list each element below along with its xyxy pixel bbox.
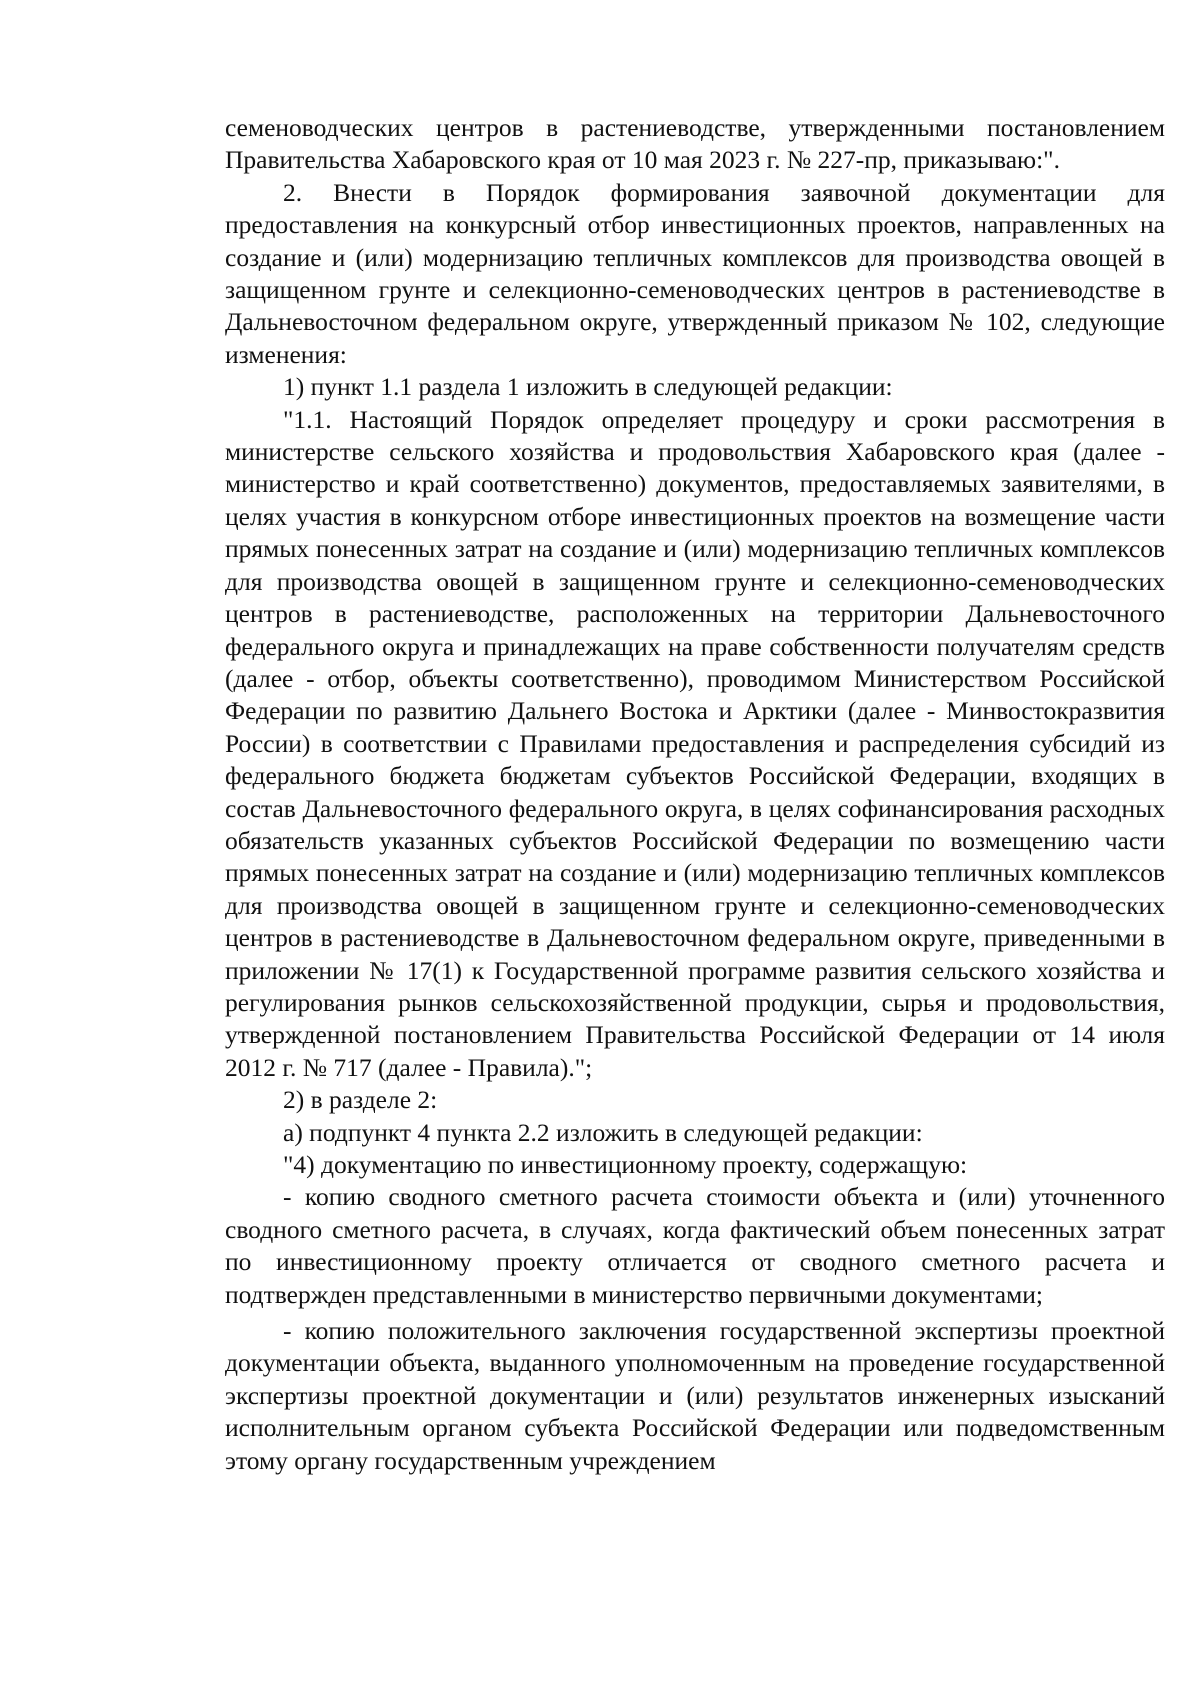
paragraph-item-2: 2. Внести в Порядок формирования заявочной документации для предоставления на конкурсный отбор инвестиционных проектов, направленных на создание и (или) модернизацию тепличных комплексов для производства овощей в защищенном грунте и селекционно-семеноводческих центров в растениеводстве в Дальневосточном федеральном округе, утвержденный приказом № 102, следующие изменения: [225, 177, 1165, 369]
paragraph-subitem-a: а) подпункт 4 пункта 2.2 изложить в следующей редакции: [283, 1117, 923, 1147]
paragraph-subitem-2: 2) в разделе 2: [283, 1085, 438, 1115]
paragraph-clause-1-1: "1.1. Настоящий Порядок определяет процедуру и сроки рассмотрения в министерстве сельского хозяйства и продовольствия Хабаровского края (далее - министерство и край соответственно) документов, предоставляемых заявителями, в целях участия в конкурсном отборе инвестиционных проектов на возмещение части прямых понесенных затрат на создание и (или) модернизацию тепличных комплексов для производства овощей в защищенном грунте и селекционно-семеноводческих центров в растениеводстве, расположенных на территории Дальневосточного федерального округа и принадлежащих на праве собственности получателям средств (далее - отбор, объекты соответственно), проводимом Министерством Российской Федерации по развитию Дальнего Востока и Арктики (далее - Минвостокразвития России) в соответствии с Правилами предоставления и распределения субсидий из федерального бюджета бюджетам субъектов Российской Федерации, входящих в состав Дальневосточного федерального округа, в целях софинансирования расходных обязательств указанных субъектов Российской Федерации по возмещению части прямых понесенных затрат на создание и (или) модернизацию тепличных комплексов для производства овощей в защищенном грунте и селекционно-семеноводческих центров в растениеводстве в Дальневосточном федеральном округе, приведенными в приложении № 17(1) к Государственной программе развития сельского хозяйства и регулирования рынков сельскохозяйственной продукции, сырья и продовольствия, утвержденной постановлением Правительства Российской Федерации от 14 июля 2012 г. № 717 (далее - Правила)."; [225, 404, 1165, 1082]
paragraph-dash-estimate: - копию сводного сметного расчета стоимости объекта и (или) уточненного сводного сметного расчета, в случаях, когда фактический объем понесенных затрат по инвестиционному проекту отличается от сводного сметного расчета и подтвержден представленными в министерство первичными документами; [225, 1182, 1165, 1309]
paragraph-dash-expertise: - копию положительного заключения государственной экспертизы проектной документации объекта, выданного уполномоченным на проведение государственной экспертизы проектной документации и (или) результатов инженерных изысканий исполнительным органом субъекта Российской Федерации или подведомственным этому органу государственным учреждением [225, 1316, 1165, 1475]
paragraph-subitem-1: 1) пункт 1.1 раздела 1 изложить в следующей редакции: [283, 372, 893, 402]
paragraph-subitem-4: "4) документацию по инвестиционному проекту, содержащую: [283, 1150, 968, 1179]
document-body [225, 112, 1165, 1477]
paragraph-continuation: семеноводческих центров в растениеводстве, утвержденными постановлением Правительства Хабаровского края от 10 мая 2023 г. № 227-пр, приказываю:". [225, 113, 1165, 175]
